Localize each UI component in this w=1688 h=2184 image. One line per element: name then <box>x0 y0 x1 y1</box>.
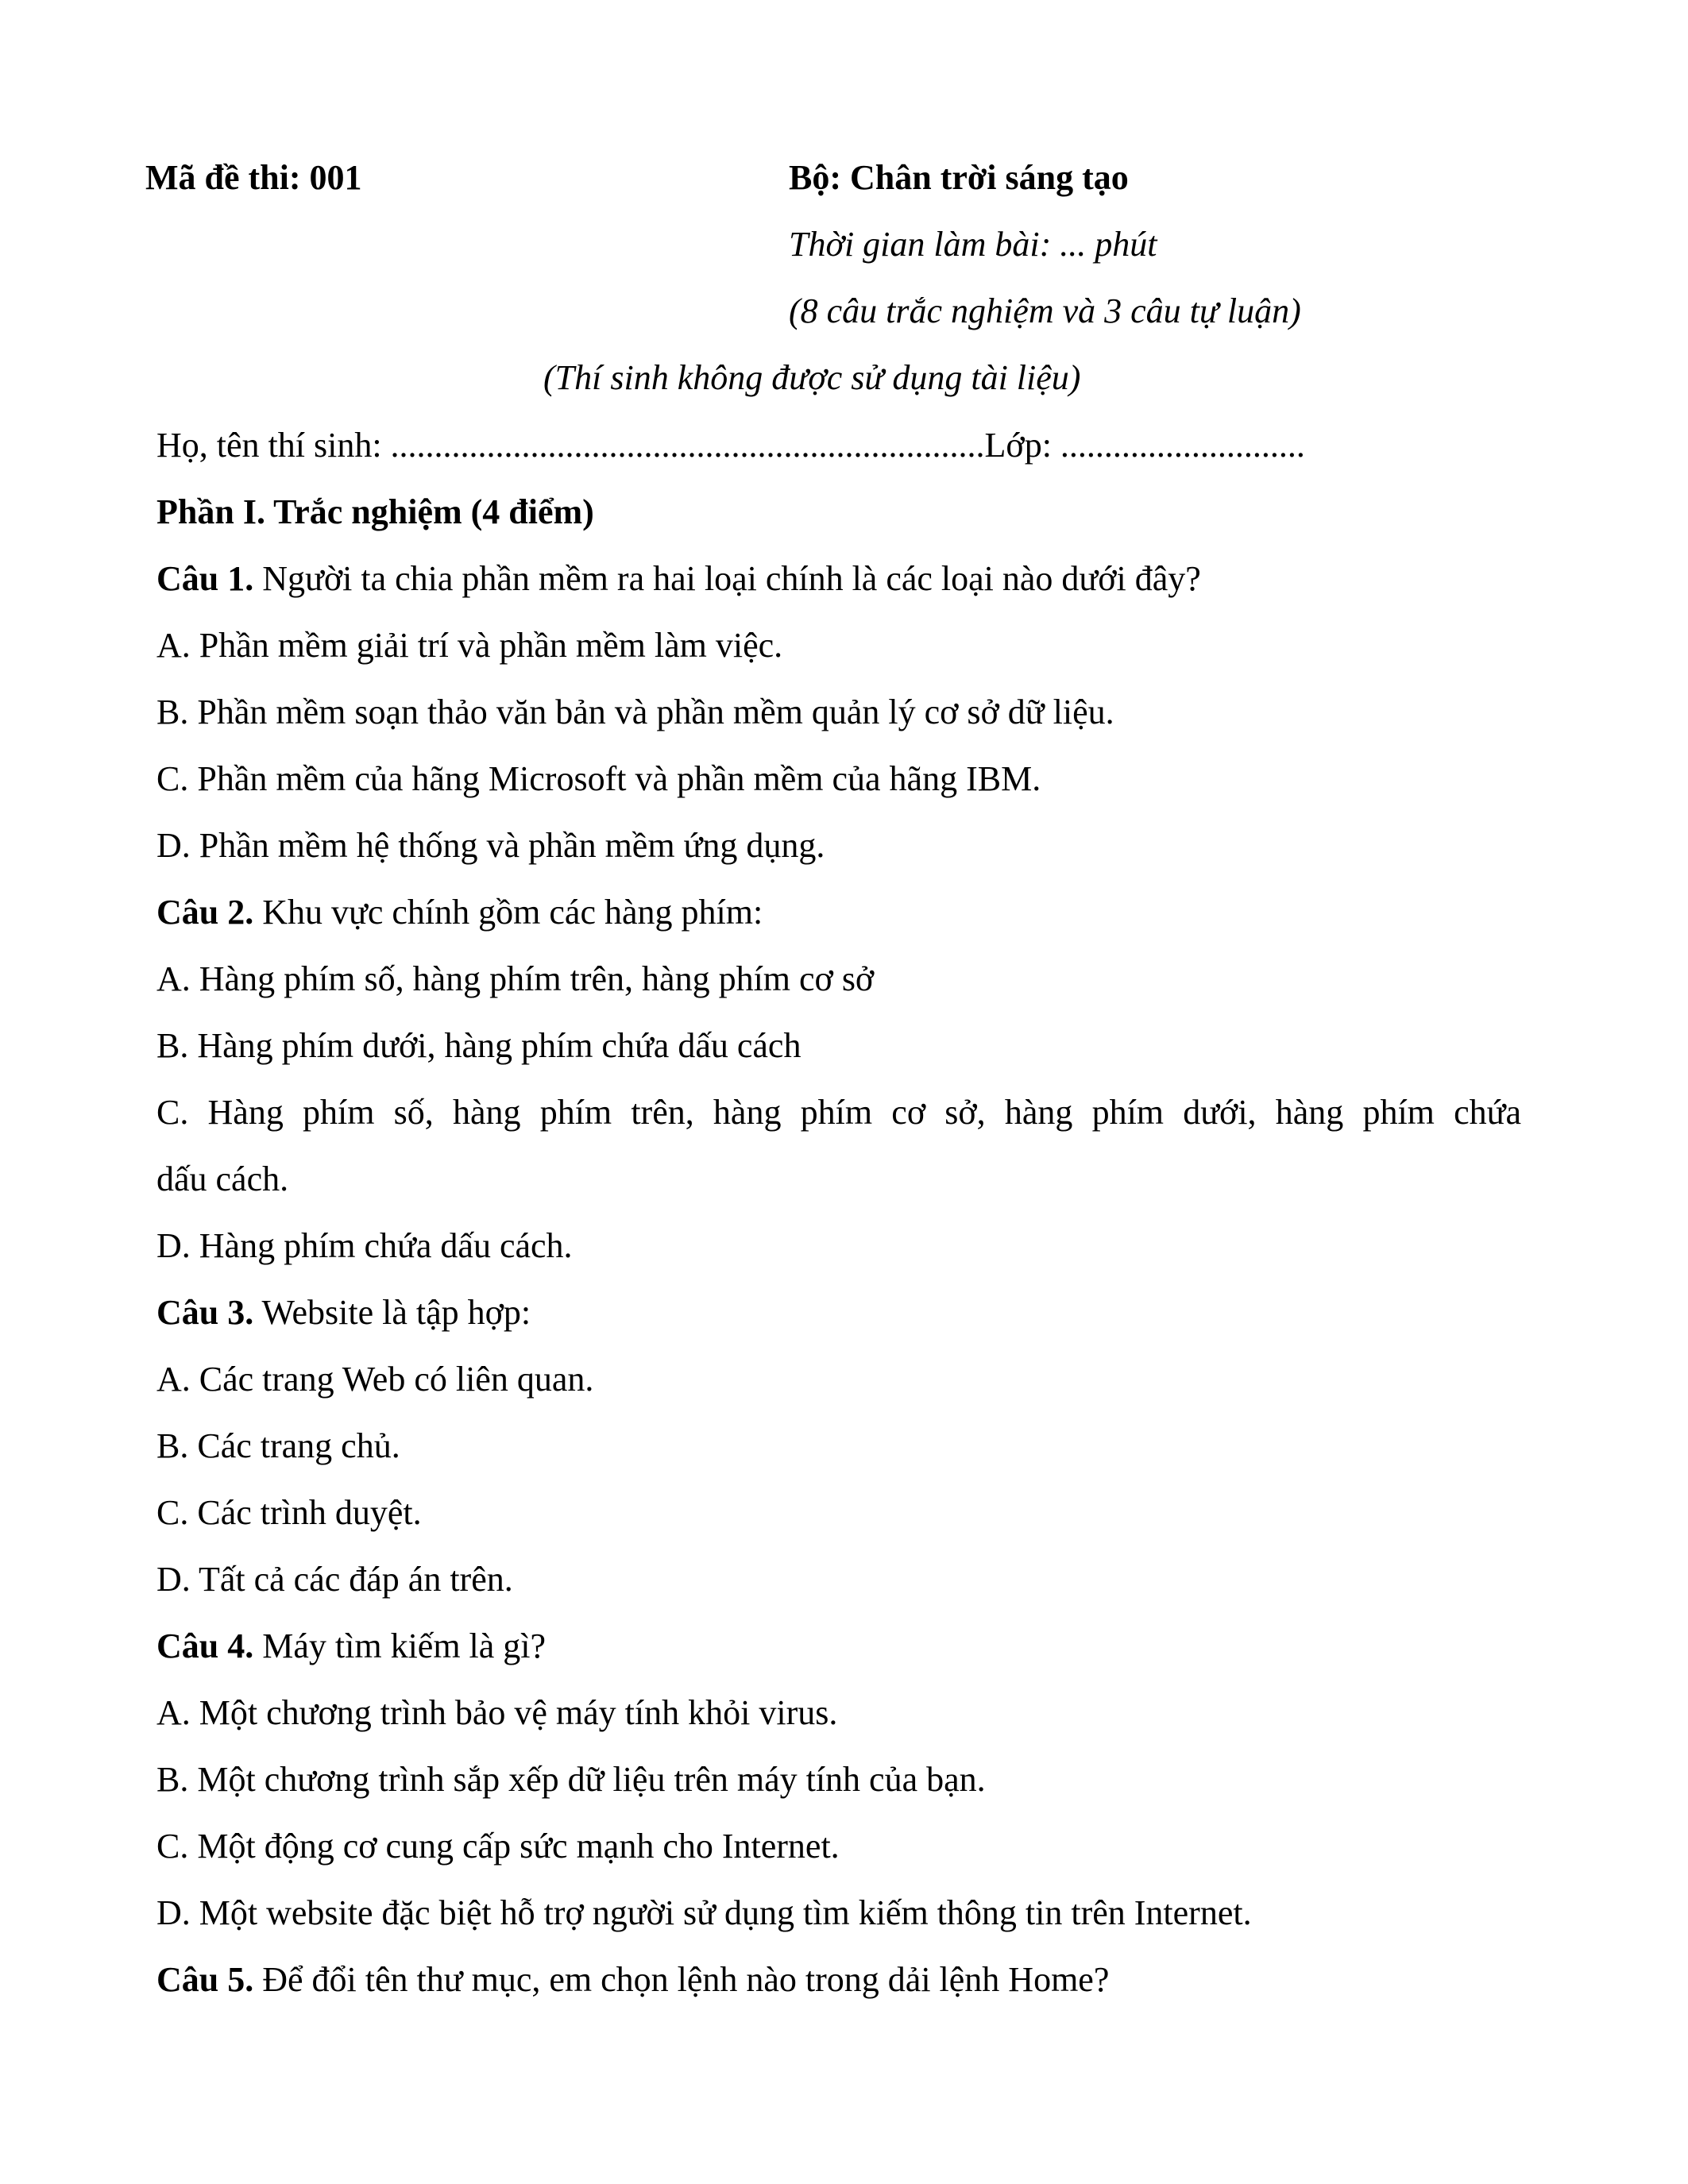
exam-code: Mã đề thi: 001 <box>145 158 362 197</box>
question-5 <box>156 1959 1109 2001</box>
question-label: Câu 1. <box>156 559 254 598</box>
student-info-line: Họ, tên thí sinh: ....................................................................Lớp: ............................ <box>156 426 1305 465</box>
q4-option-c: C. Một động cơ cung cấp sức mạnh cho Internet. <box>156 1827 840 1866</box>
question-label: Câu 4. <box>156 1626 254 1665</box>
question-label: Câu 2. <box>156 893 254 932</box>
q3-option-a: A. Các trang Web có liên quan. <box>156 1360 594 1399</box>
question-text: Khu vực chính gồm các hàng phím: <box>253 893 763 932</box>
q3-option-d: D. Tất cả các đáp án trên. <box>156 1560 513 1599</box>
section-title: Phần I. Trắc nghiệm (4 điểm) <box>156 492 594 531</box>
q4-option-a: A. Một chương trình bảo vệ máy tính khỏi virus. <box>156 1693 838 1732</box>
q4-option-d: D. Một website đặc biệt hỗ trợ người sử dụng tìm kiếm thông tin trên Internet. <box>156 1893 1252 1932</box>
question-2 <box>156 892 763 933</box>
question-text: Người ta chia phần mềm ra hai loại chính là các loại nào dưới đây? <box>253 559 1201 598</box>
q3-option-b: B. Các trang chủ. <box>156 1426 400 1465</box>
q4-option-b: B. Một chương trình sắp xếp dữ liệu trên máy tính của bạn. <box>156 1760 986 1799</box>
question-1 <box>156 558 1201 600</box>
question-3 <box>156 1292 531 1333</box>
exam-composition: (8 câu trắc nghiệm và 3 câu tự luận) <box>789 291 1301 330</box>
question-4 <box>156 1626 546 1667</box>
q2-option-d: D. Hàng phím chứa dấu cách. <box>156 1226 573 1265</box>
q3-option-c: C. Các trình duyệt. <box>156 1493 422 1532</box>
q1-option-b: B. Phần mềm soạn thảo văn bản và phần mềm quản lý cơ sở dữ liệu. <box>156 693 1114 731</box>
question-text: Máy tìm kiếm là gì? <box>253 1626 547 1665</box>
q1-option-d: D. Phần mềm hệ thống và phần mềm ứng dụng. <box>156 826 825 865</box>
q1-option-c: C. Phần mềm của hãng Microsoft và phần mềm của hãng IBM. <box>156 759 1041 798</box>
q2-option-c-continued: dấu cách. <box>156 1160 289 1198</box>
exam-note: (Thí sinh không được sử dụng tài liệu) <box>543 358 1081 397</box>
exam-time: Thời gian làm bài: ... phút <box>789 225 1157 264</box>
question-text: Website là tập hợp: <box>253 1293 531 1332</box>
q2-option-c: C. Hàng phím số, hàng phím trên, hàng phím cơ sở, hàng phím dưới, hàng phím chứa <box>156 1093 1521 1132</box>
q1-option-a: A. Phần mềm giải trí và phần mềm làm việc. <box>156 626 783 665</box>
exam-series: Bộ: Chân trời sáng tạo <box>789 158 1129 197</box>
question-text: Để đổi tên thư mục, em chọn lệnh nào trong dải lệnh Home? <box>253 1960 1110 1999</box>
q2-option-a: A. Hàng phím số, hàng phím trên, hàng phím cơ sở <box>156 959 875 998</box>
q2-option-b: B. Hàng phím dưới, hàng phím chứa dấu cách <box>156 1026 802 1065</box>
question-label: Câu 5. <box>156 1960 254 1999</box>
question-label: Câu 3. <box>156 1293 254 1332</box>
